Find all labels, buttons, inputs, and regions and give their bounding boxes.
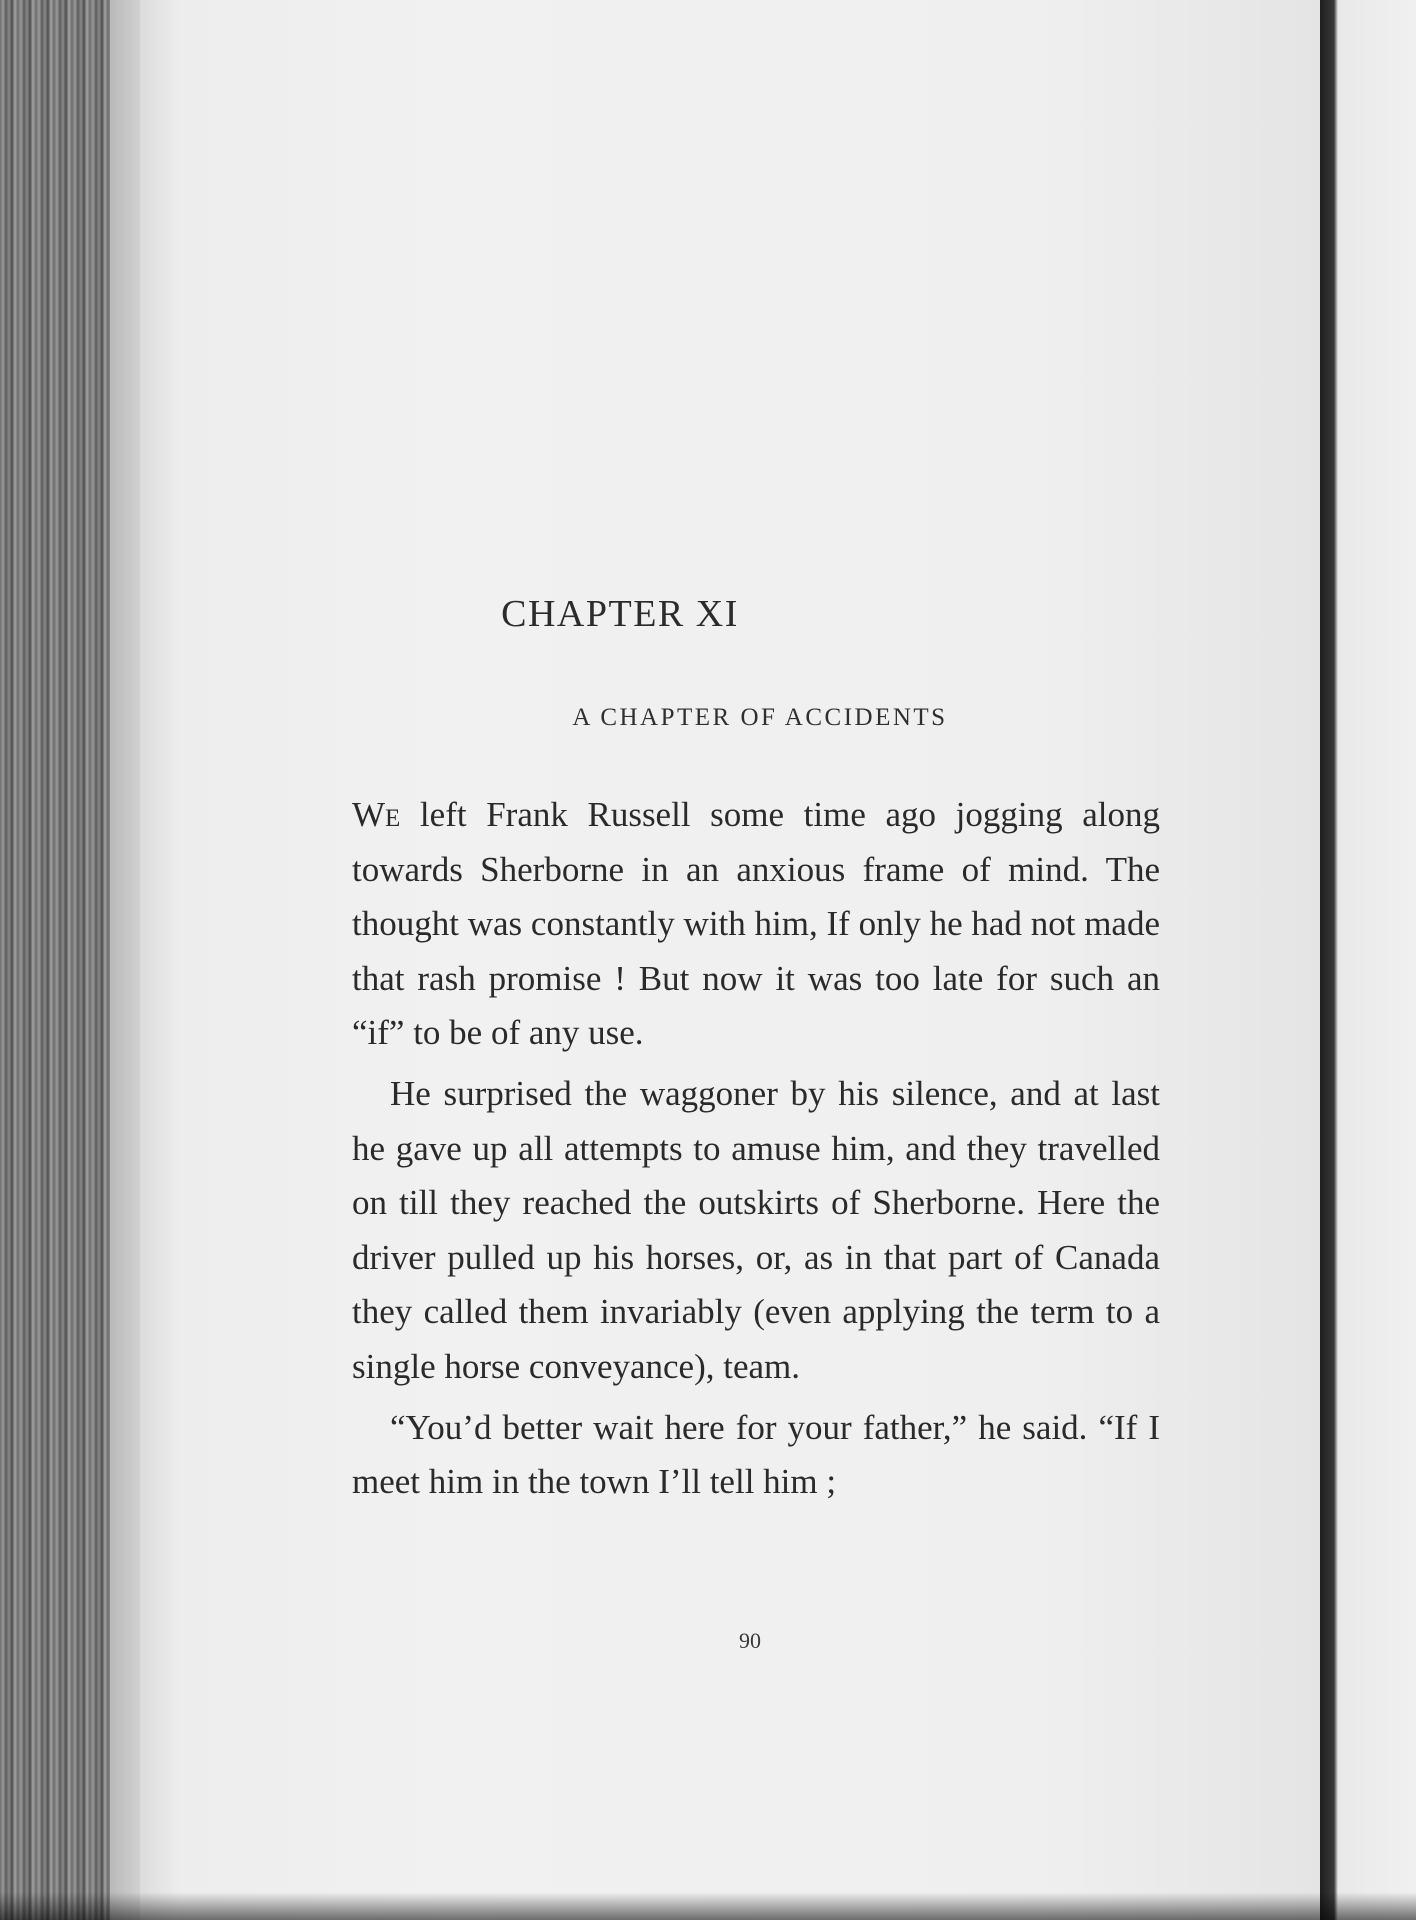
- paragraph-3: “You’d better wait here for your father,” he said. “If I meet him in the town I’ll tell him ;: [352, 1407, 1160, 1502]
- bottom-shadow: [0, 1892, 1416, 1920]
- page-number: 90: [739, 1628, 761, 1653]
- paragraph-text: left Frank Russell some time ago jogging along towards Sherborne in an anxious frame of mind. The thought was constantly with him, If only he had not made that rash promise ! But now it was too late for such an “if” to be of any use.: [352, 795, 1160, 1053]
- chapter-body: [352, 788, 1160, 1510]
- chapter-number: CHAPTER XI: [501, 593, 739, 635]
- paragraph-1: [352, 788, 1160, 1061]
- chapter-title: A CHAPTER OF ACCIDENTS: [572, 704, 948, 731]
- paragraph-2: He surprised the waggoner by his silence, and at last he gave up all attempts to amuse him, and they travelled on till they reached the outskirts of Sherborne. Here the driver pulled up his horses, or, as in that part of Canada they called them invariably (even applying the term to a single horse conveyance), team.: [352, 1073, 1160, 1386]
- book-page-edges: [0, 0, 150, 1920]
- book-binding-edge: [1320, 0, 1416, 1920]
- paragraph-lead-word: We: [352, 795, 401, 834]
